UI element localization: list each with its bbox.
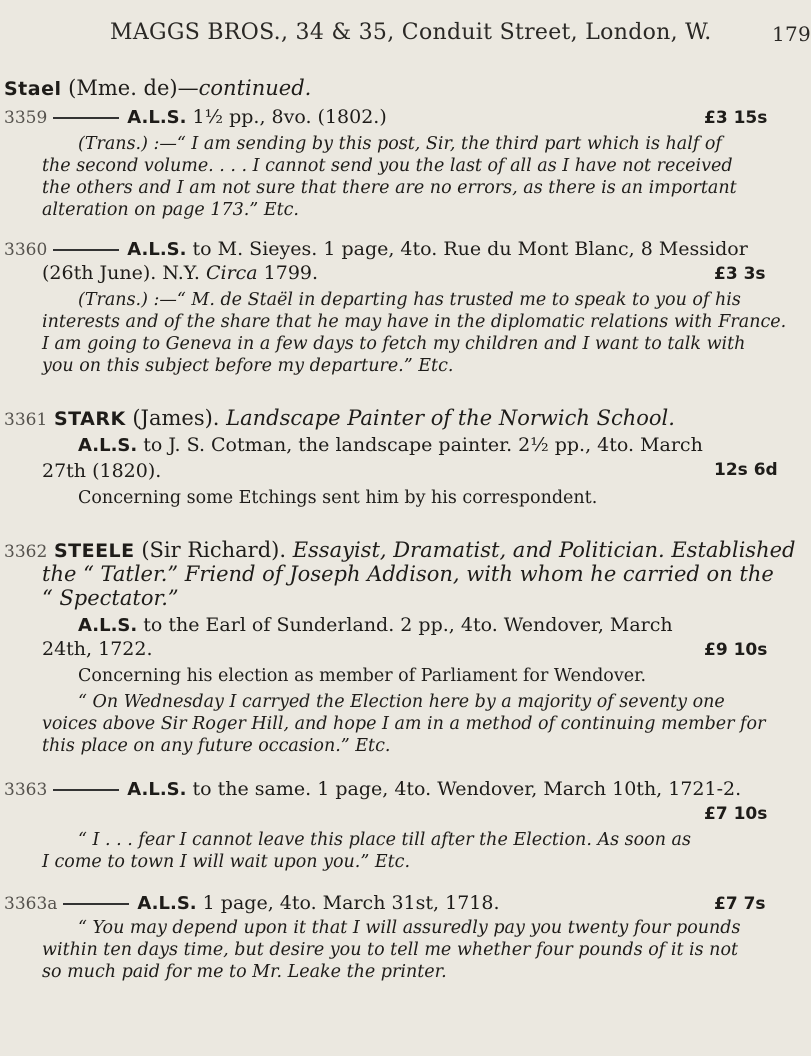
price: £7 10s — [704, 804, 768, 824]
price: 12s 6d — [714, 460, 778, 480]
price: £7 7s — [714, 894, 766, 914]
header-text: MAGGS BROS., 34 & 35, Conduit Street, London, W. — [110, 20, 712, 45]
lot-number: 3359 — [4, 108, 48, 128]
lot-number: 3363 — [4, 780, 48, 800]
entry-heading-name: STEELE — [53, 540, 135, 562]
lot-number: 3361 — [4, 410, 48, 430]
lot-number: 3362 — [4, 542, 48, 562]
page-number: 179 — [772, 22, 811, 46]
price: £9 10s — [704, 640, 768, 660]
lot-number: 3360 — [4, 240, 48, 260]
price: £3 15s — [704, 108, 768, 128]
price: £3 3s — [714, 264, 766, 284]
running-header — [110, 20, 811, 46]
lot-number: 3363a — [4, 894, 58, 914]
catalogue-page: MAGGS BROS., 34 & 35, Conduit Street, London, W. 179 Stael (Mme. de)—continued. 3359 A.L.S. 1½ pp., 8vo. (1802.) £3 15s (Trans.) :—“ I am sending by this post, Sir, the third part which is half of the second volume. . . . I cannot send you the last of all as I have not received the others and I am not sure that there are no errors, as there is an important alteration on page 173.” Etc. 3360 A.L.S. to M. Sieyes. 1 page, 4to. Rue du Mont Blanc, 8 Messidor (26th June). N.Y. Circa 1799. £3 3s (Trans.) :—“ M. de Staël in departing has trusted me to speak to you of his interests and of the share that he may have in the diplomatic relations with France. I am going to Geneva in a few days to fetch my children and I want to talk with you on this subject before my departure.” Etc. 3361 STARK (James). Landscape Painter of the Norwich School. A.L.S. to J. S. Cotman, the landscape painter. 2½ pp., 4to. March 27th (1820). 12s 6d Concerning some Etchings sent him by his correspondent. 3362 STEELE (Sir Richard). Essayist, Dramatist, and Politician. Established the “ Tatler.” Friend of Joseph Addison, with whom he carried on the “ Spectator.” A.L.S. to the Earl of Sunderland. 2 pp., 4to. Wendover, March 24th, 1722. £9 10s Concerning his election as member of Parliament for Wendover. “ On Wednesday I carryed the Election here by a majority of seventy one voices above Sir Roger Hill, and hope I am in a method of continuing member for this place on any future occasion.” Etc. 3363 A.L.S. to the same. 1 page, 4to. Wendover, March 10th, 1721-2. £7 10s “ I . . . fear I cannot leave this place till after the Election. As soon as I come to town I will wait upon you.” Etc. 3363a A.L.S. 1 page, 4to. March 31st, 1718. £7 7s “ You may depend upon it that I will assuredly pay you twenty four pounds within ten days time, but desire you to tell me whether four pounds of it is not so much paid for me to Mr. Leake the printer. — [4, 20, 811, 982]
entry-heading-name: Stael — [4, 78, 62, 100]
entry-heading-name: STARK — [53, 408, 126, 430]
als-label: A.L.S. — [127, 107, 187, 128]
